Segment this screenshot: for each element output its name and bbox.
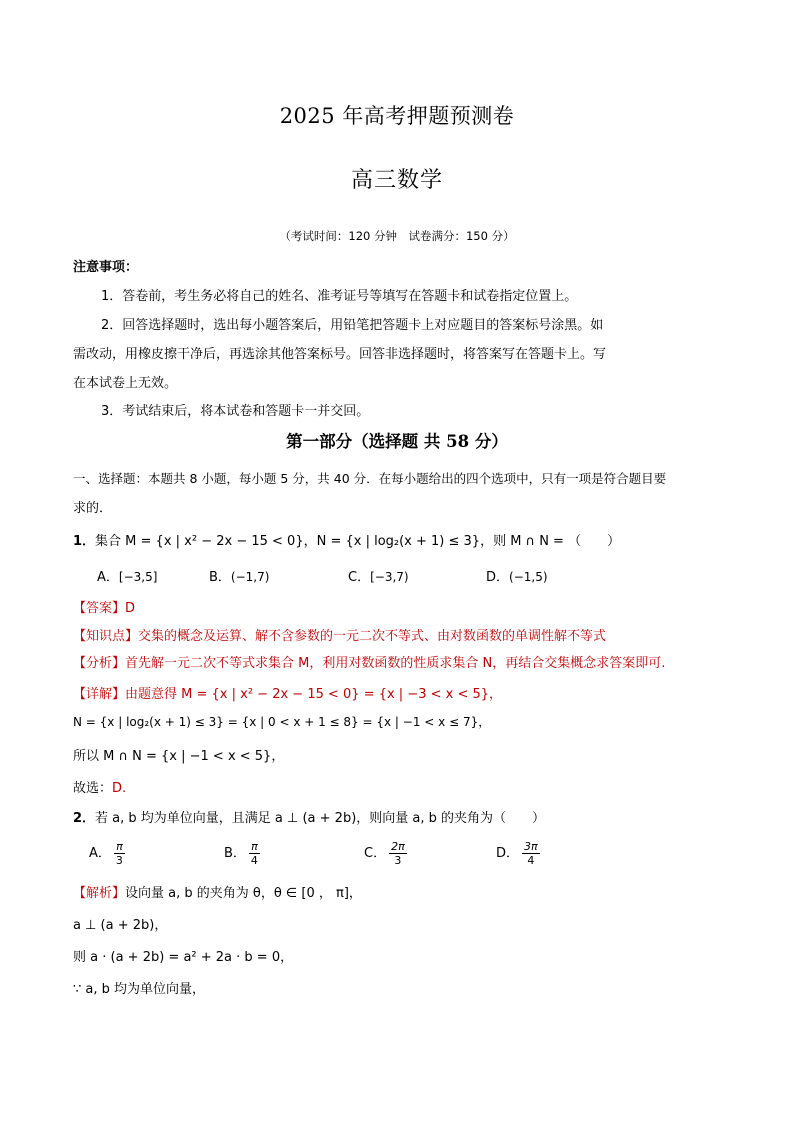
- question-2: [73, 807, 545, 826]
- option-label: D．: [496, 846, 520, 861]
- detail-line-1: 由题意得 M = {x | x² − 2x − 15 < 0} = {x | −3 < x < 5}，: [125, 687, 503, 702]
- notice-heading: 注意事项：: [73, 260, 139, 275]
- fraction-numerator: 3π: [524, 840, 538, 853]
- notice-item-1: 1．答卷前，考生务必将自己的姓名、准考证号等填写在答题卡和试卷指定位置上。: [101, 289, 578, 304]
- subject-title: 高三数学: [350, 168, 443, 193]
- q1-detail: [73, 683, 502, 702]
- question-number: 2．: [73, 811, 96, 826]
- detail-tag: 【详解】: [73, 687, 126, 702]
- analysis-tag: 【分析】: [73, 656, 126, 671]
- fraction-numerator: π: [249, 840, 260, 854]
- fraction-denominator: 4: [250, 854, 258, 867]
- exam-info: （考试时间：120 分钟 试卷满分：150 分）: [279, 229, 515, 243]
- option-value: (−1,5): [509, 570, 548, 584]
- question-stem: 集合 M = {x | x² − 2x − 15 < 0}，N = {x | log₂(x + 1) ≤ 3}，则 M ∩ N = （ ）: [95, 534, 621, 549]
- q1-detail-line-3: 所以 M ∩ N = {x | −1 < x < 5}，: [73, 749, 285, 764]
- answer-value: D: [125, 601, 136, 616]
- fraction-denominator: 4: [527, 854, 535, 867]
- q1-option-c: [348, 566, 409, 585]
- knowledge-tag: 【知识点】: [73, 629, 139, 644]
- q1-analysis: [73, 652, 665, 671]
- q2-option-b: [224, 840, 260, 867]
- question-number: 1．: [73, 534, 96, 549]
- option-fraction: [389, 840, 407, 867]
- option-fraction: [114, 840, 125, 867]
- q2-option-d: [496, 840, 540, 867]
- option-fraction: [522, 840, 540, 867]
- section-intro-line-1: 一、选择题：本题共 8 小题，每小题 5 分，共 40 分．在每小题给出的四个选项中，只有一项是符合题目要: [73, 471, 667, 486]
- option-label: B．: [224, 846, 246, 861]
- exam-title: 2025 年高考押题预测卷: [279, 104, 515, 128]
- fraction-denominator: 3: [115, 854, 123, 867]
- fraction-numerator: π: [114, 840, 125, 854]
- notice-item-2-line-2: 需改动，用橡皮擦干净后，再选涂其他答案标号。回答非选择题时，将答案写在答题卡上。写: [73, 347, 607, 362]
- q1-option-b: [209, 566, 269, 585]
- conclusion-value: D.: [112, 781, 127, 796]
- notice-item-2-line-3: 在本试卷上无效。: [73, 376, 178, 391]
- section-title: 第一部分（选择题 共 58 分）: [286, 432, 508, 451]
- fraction-numerator: 2π: [391, 840, 405, 853]
- option-label: D．: [486, 570, 510, 585]
- q2-option-c: [364, 840, 407, 867]
- q2-solution-line-4: ∵ a, b 均为单位向量，: [73, 982, 206, 997]
- solution-tag: 【解析】: [73, 886, 126, 901]
- q2-option-a: [89, 840, 125, 867]
- knowledge-text: 交集的概念及运算、解不含参数的一元二次不等式、由对数函数的单调性解不等式: [138, 629, 607, 644]
- q1-option-a: [97, 566, 157, 585]
- q2-solution-line-2: a ⊥ (a + 2b)，: [73, 918, 168, 933]
- question-1: [73, 530, 620, 549]
- fraction-denominator: 3: [394, 854, 402, 867]
- notice-item-3: 3．考试结束后，将本试卷和答题卡一并交回。: [101, 404, 370, 419]
- option-fraction: [249, 840, 260, 867]
- q1-option-d: [486, 566, 548, 585]
- option-label: C．: [348, 570, 371, 585]
- question-stem: 若 a, b 均为单位向量，且满足 a ⊥ (a + 2b)，则向量 a, b 的夹角为（ ）: [95, 811, 546, 826]
- q2-solution-line-3: 则 a · (a + 2b) = a² + 2a · b = 0，: [73, 950, 294, 965]
- solution-line-1: 设向量 a, b 的夹角为 θ，θ ∈ [0 ， π]，: [125, 886, 362, 901]
- option-label: A．: [89, 846, 111, 861]
- notice-item-2-line-1: 2．回答选择题时，选出每小题答案后，用铅笔把答题卡上对应题目的答案标号涂黑。如: [101, 318, 604, 333]
- option-label: C．: [364, 846, 387, 861]
- option-value: (−1,7): [230, 570, 270, 584]
- section-intro-line-2: 求的．: [73, 501, 113, 516]
- answer-tag: 【答案】: [73, 601, 126, 616]
- q1-detail-line-2: N = {x | log₂(x + 1) ≤ 3} = {x | 0 < x + 1 ≤ 8} = {x | −1 < x ≤ 7}，: [73, 715, 491, 729]
- option-value: [−3,5]: [118, 570, 158, 584]
- q1-knowledge: [73, 625, 606, 644]
- q1-conclusion: [73, 777, 126, 796]
- option-label: A．: [97, 570, 119, 585]
- q2-solution: [73, 882, 362, 901]
- analysis-text: 首先解一元二次不等式求集合 M，利用对数函数的性质求集合 N，再结合交集概念求答案即可.: [125, 656, 666, 671]
- option-value: [−3,7): [370, 570, 409, 584]
- q1-answer: [73, 597, 135, 616]
- conclusion-label: 故选：: [73, 781, 113, 796]
- option-label: B．: [209, 570, 231, 585]
